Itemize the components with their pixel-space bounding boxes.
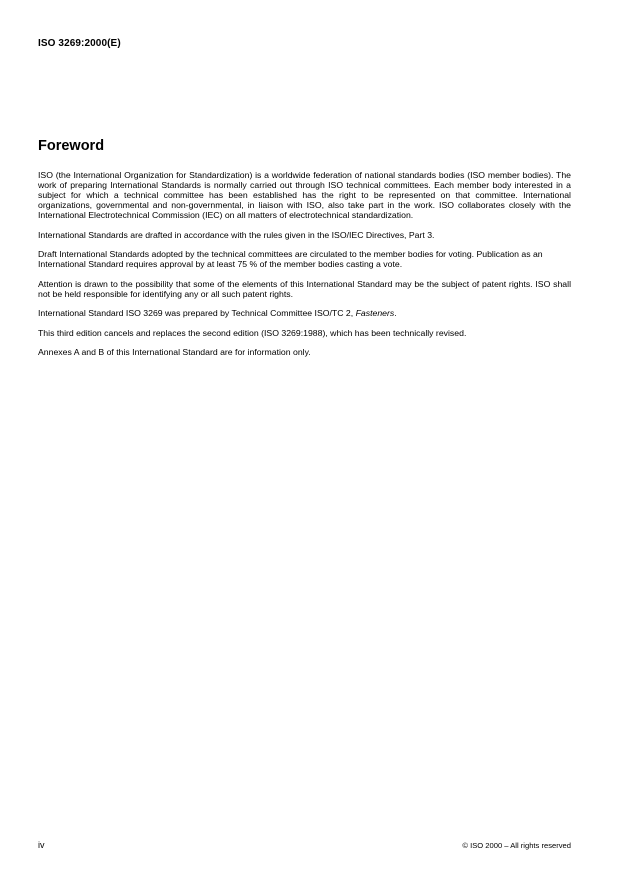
page-number: iv	[38, 840, 45, 850]
copyright-notice: © ISO 2000 – All rights reserved	[462, 841, 571, 850]
foreword-body	[38, 170, 571, 367]
page-title: Foreword	[38, 138, 105, 154]
paragraph-5-text: International Standard ISO 3269 was prepared by Technical Committee ISO/TC 2,	[38, 308, 356, 318]
foreword-paragraph-2: International Standards are drafted in accordance with the rules given in the ISO/IEC Directives, Part 3.	[38, 229, 435, 240]
foreword-paragraph-5	[38, 308, 571, 318]
foreword-paragraph-1: ISO (the International Organization for Standardization) is a worldwide federation of national standards bodies (ISO member bodies). The work of preparing International Standards is normally carried out through ISO technical committees. Each member body interested in a subject for which a technical committee has been established has the right to be represented on that committee. International organizations, governmental and non-governmental, in liaison with ISO, also take part in the work. ISO collaborates closely with the International Electrotechnical Commission (IEC) on all matters of electrotechnical standardization.	[38, 170, 571, 220]
foreword-paragraph-6: This third edition cancels and replaces the second edition (ISO 3269:1988), which has been technically revised.	[38, 327, 467, 338]
foreword-paragraph-3: Draft International Standards adopted by the technical committees are circulated to the member bodies for voting. Publication as an International Standard requires approval by at least 75 % of the member bodies casting a vote.	[38, 249, 543, 269]
foreword-paragraph-4: Attention is drawn to the possibility that some of the elements of this International Standard may be the subject of patent rights. ISO shall not be held responsible for identifying any or all such patent rights.	[38, 278, 571, 299]
committee-name: Fasteners	[355, 308, 395, 318]
paragraph-5-end: .	[394, 308, 397, 318]
foreword-paragraph-7: Annexes A and B of this International Standard are for information only.	[38, 347, 311, 357]
document-header-title: ISO 3269:2000(E)	[38, 38, 121, 49]
